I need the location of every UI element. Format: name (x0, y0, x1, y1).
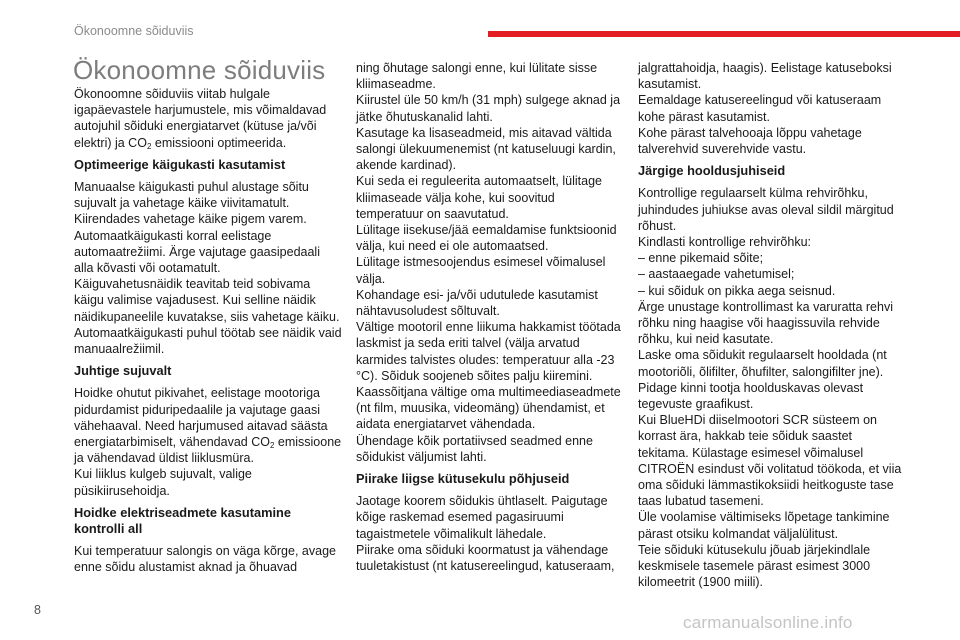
section-text-maintenance: Kontrollige regulaarselt külma rehvirõhku, juhindudes juhiukse avas oleval sildil märgitud rõhust. Kindlasti kontrollige rehvirõhku: – enne pikemaid sõite; – aastaaegade vahetumisel; – kui sõiduk on pikka aega seisnud. Ärge unustage kontrollimast ka varuratta rehvi rõhku ning haagise või haagissuvila rehvide rõhku, kui neid kasutate. Laske oma sõidukit regulaarselt hooldada (nt mootoriõli, õlifilter, õhufilter, salongifilter jne). Pidage kinni tootja hoolduskavas olevast tegevuste graafikust. Kui BlueHDi diiselmootori SCR süsteem on korrast ära, hakkab teie sõiduk saastet tekitama. Külastage esimesel võimalusel CITROËN esindust või volitatud töökoda, et viia oma sõiduki lämmastikoksiidi heitkoguste tase taas lubatud tasemeni. Üle voolamise vältimiseks lõpetage tankimine pärast otsiku kolmandat väljalülitust. Teie sõiduki kütusekulu jõuab järjekindlale keskmisele tasemele pärast esimest 3000 kilomeetrit (1900 miili). (638, 186, 902, 590)
header-section-label: Ökonoomne sõiduviis (74, 24, 194, 38)
section-heading-fuel-consumption: Piirake liigse kütusekulu põhjuseid (356, 471, 570, 487)
section-heading-smooth-driving: Juhtige sujuvalt (74, 363, 172, 379)
section-text-gearbox: Manuaalse käigukasti puhul alustage sõitu sujuvalt ja vahetage käike viivitamatult. Kiirendades vahetage käike pigem varem. Automaatkäigukasti korral eelistage automaatrežiimi. Ärge vajutage gaasipedaali alla kõvasti või ootamatult. Käiguvahetusnäidik teavitab teid sobivama käigu valimise vajadusest. Kui selline näidik näidikupaneelile kuvatakse, siis vahetage käiku. Automaatkäigukasti puhul töötab see näidik vaid manuaalrežiimil. (74, 180, 342, 357)
section-heading-gearbox: Optimeerige käigukasti kasutamist (74, 156, 286, 172)
section-heading-electrical: Hoidke elektriseadmete kasutamine kontrolli all (74, 504, 291, 537)
intro-paragraph: Ökonoomne sõiduviis viitab hulgale igapäevastele harjumustele, mis võimaldavad autojuhil sõiduki energiatarvet (kütuse ja/või elektri) ja $CO_2$ emissiooni optimeerida. (74, 87, 327, 151)
section-heading-maintenance: Järgige hooldusjuhiseid (638, 163, 786, 179)
header-accent-bar (488, 31, 960, 37)
page-title: Ökonoomne sõiduviis (73, 55, 326, 85)
section-text-fuel-consumption-part1: Jaotage koorem sõidukis ühtlaselt. Paigutage kõige raskemad esemed pagasiruumi tagaistmetele võimalikult lähedale. Piirake oma sõiduki koormatust ja vähendage tuuletakistust (nt katusereelingud, katuseraam, (356, 494, 615, 574)
page-number: 8 (34, 603, 41, 617)
column-1 (74, 86, 342, 576)
section-text-smooth-driving: Hoidke ohutut pikivahet, eelistage mootoriga pidurdamist piduripedaalile ja vajutage gaasi vähehaaval. Need harjumused aitavad säästa energiatarbimiselt, vähendavad $CO_2$ emissioone ja vähendavad üldist liiklusmüra. Kui liiklus kulgeb sujuvalt, valige püsikiirusehoidja. (74, 386, 342, 498)
column-3 (638, 60, 906, 591)
section-text-fuel-consumption-part2: jalgrattahoidja, haagis). Eelistage katuseboksi kasutamist. Eemaldage katusereelingud või katuseraam kohe pärast kasutamist. Kohe pärast talvehooaja lõppu vahetage talverehvid suverehvide vastu. (638, 61, 892, 157)
column-2 (356, 60, 624, 574)
section-text-electrical-part1: Kui temperatuur salongis on väga kõrge, avage enne sõidu alustamist aknad ja õhuavad (74, 544, 336, 575)
watermark: carmanualsonline.info (683, 613, 853, 632)
section-text-electrical-part2: ning õhutage salongi enne, kui lülitate sisse kliimaseadme. Kiirustel üle 50 km/h (31 mph) sulgege aknad ja jätke õhutuskanalid lahti. Kasutage ka lisaseadmeid, mis aitavad vältida salongi ülekuumenemist (nt katuseluugi kardin, akende kardinad). Kui seda ei reguleerita automaatselt, lülitage kliimaseade välja kohe, kui soovitud temperatuur on saavutatud. Lülitage iisekuse/jää eemaldamise funktsioonid välja, kui need ei ole automaatsed. Lülitage istmesoojendus esimesel võimalusel välja. Kohandage esi- ja/või udutulede kasutamist nähtavusoludest sõltuvalt. Vältige mootoril enne liikuma hakkamist töötada laskmist ja seda eriti talvel (välja arvatud karmides talvistes oludes: temperatuur alla -23 °C). Sõiduk soojeneb sõites palju kiiremini. Kaassõitjana vältige oma multimeediaseadmete (nt film, muusika, videomäng) ühendamist, et aidata energiatarvet vähendada. Ühendage kõik portatiivsed seadmed enne sõidukist väljumist lahti. (356, 61, 621, 464)
